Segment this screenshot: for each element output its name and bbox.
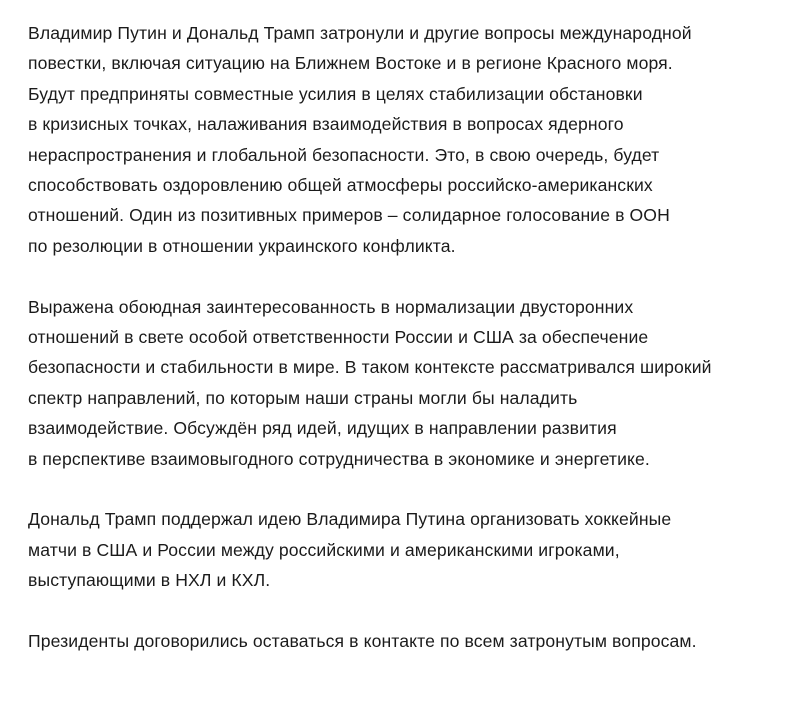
paragraph-stay-in-contact [28, 626, 788, 656]
text-line: отношений в свете особой ответственности России и США за обеспечение [28, 327, 649, 348]
text-line: матчи в США и России между российскими и американскими игроками, [28, 539, 620, 560]
text-line: взаимодействие. Обсуждён ряд идей, идущих в направлении развития [28, 418, 617, 439]
paragraph-international-agenda [28, 18, 788, 261]
text-line: Дональд Трамп поддержал идею Владимира Путина организовать хоккейные [28, 509, 672, 530]
text-line: Президенты договорились оставаться в контакте по всем затронутым вопросам. [28, 631, 697, 652]
article-body [28, 18, 788, 687]
paragraph-bilateral-relations [28, 292, 788, 474]
text-line: в перспективе взаимовыгодного сотрудничества в экономике и энергетике. [28, 448, 650, 469]
text-line: способствовать оздоровлению общей атмосферы российско-американских [28, 175, 653, 196]
text-line: в кризисных точках, налаживания взаимодействия в вопросах ядерного [28, 114, 624, 135]
text-line: отношений. Один из позитивных примеров – солидарное голосование в ООН [28, 205, 670, 226]
text-line: Владимир Путин и Дональд Трамп затронули и другие вопросы международной [28, 23, 692, 43]
text-line: спектр направлений, по которым наши страны могли бы наладить [28, 387, 578, 408]
text-line: безопасности и стабильности в мире. В таком контексте рассматривался широкий [28, 357, 712, 378]
paragraph-hockey-matches [28, 504, 788, 595]
text-line: выступающими в НХЛ и КХЛ. [28, 570, 271, 591]
text-line: Будут предприняты совместные усилия в целях стабилизации обстановки [28, 83, 643, 104]
text-line: по резолюции в отношении украинского конфликта. [28, 235, 456, 256]
text-line: Выражена обоюдная заинтересованность в нормализации двусторонних [28, 296, 634, 317]
text-line: повестки, включая ситуацию на Ближнем Востоке и в регионе Красного моря. [28, 53, 673, 74]
text-line: нераспространения и глобальной безопасности. Это, в свою очередь, будет [28, 144, 660, 165]
